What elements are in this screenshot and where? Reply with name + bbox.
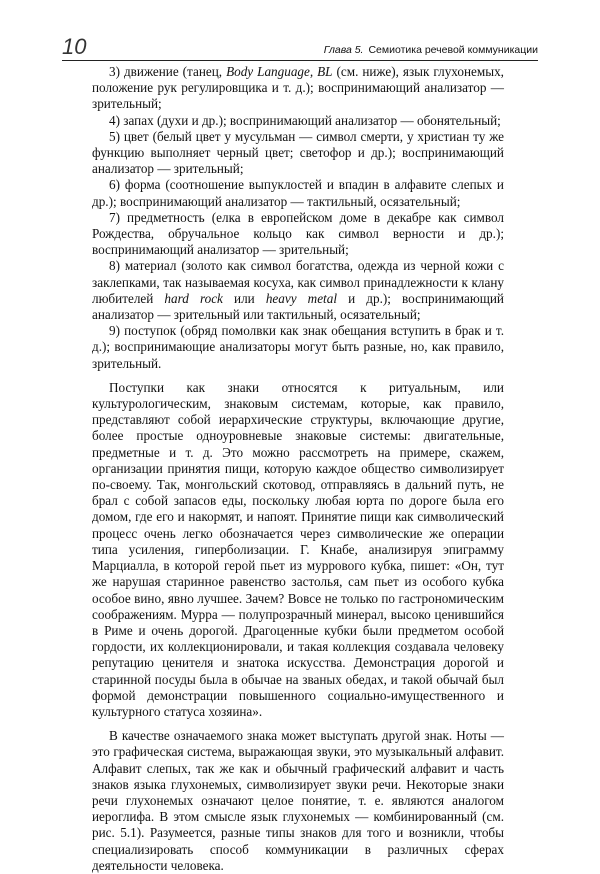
body-text [92, 64, 504, 874]
list-item: 3) движение (танец, Body Language, BL (см. ниже), язык глухонемых, положение рук регулировщика и т. д.); воспринимающий анализатор — зрительный; [92, 64, 504, 112]
paragraph: Поступки как знаки относятся к ритуальным, или культурологическим, знаковым системам, которые, как правило, представляют собой иерархические структуры, включающие другие, более простые одноуровневые знаковые системы: двигательные, предметные и т. д. Это можно рассмотреть на примере, скажем, организации принятия пищи, которую каждое общество символизирует по-своему. Так, монгольский скотовод, отправляясь в дальний путь, не брал с собой запасов еды, поскольку любая юрта по дороге была его домом, где его и накормят, и напоят. Принятие пищи как символический процесс очень легко обозначается через символические же операции типа усиления, гиперболизации. Г. Кнабе, анализируя эпиграмму Марциалла, в которой герой пьет из муррового кубка, пишет: «Он, тут же нарушая старинное равенство застолья, сам пьет из особого кубка особое вино, явно лучшее. Зачем? Вовсе не только по гастрономическим соображениям. Мурра — полупрозрачный минерал, высоко ценившийся в Риме и очень дорогой. Драгоценные кубки были предметом особой гордости, их коллекционировали, и такая коллекция создавала человеку репутацию ценителя и знатока искусства. Демонстрация дорогой и старинной посуды была в обычае на званых обедах, и такой обычай был формой демонстрации повышенного социально-имущественного и культурного статуса хозяина». [92, 379, 504, 719]
paragraph: В качестве означаемого знака может выступать другой знак. Ноты — это графическая система, выражающая звуки, это музыкальный алфавит. Алфавит слепых, так же как и обычный графический алфавит и часть знаков языка глухонемых, символизирует звуки речи. Некоторые знаки речи глухонемых означают целое понятие, т. е. являются аналогом иероглифа. В этом смысле язык глухонемых — комбинированный (см. рис. 5.1). Разумеется, разные типы знаков для того и возникли, чтобы специализировать способ коммуникации в различных сферах деятельности человека. [92, 728, 504, 873]
running-header [62, 32, 538, 61]
list-item: 5) цвет (белый цвет у мусульман — символ смерти, у христиан ту же функцию выполняет черный цвет; светофор и др.); воспринимающий анализатор — зрительный; [92, 128, 504, 177]
running-head [324, 44, 538, 56]
list-item: 6) форма (соотношение выпуклостей и впадин в алфавите слепых и др.); воспринимающий анализатор — тактильный, осязательный; [92, 177, 504, 209]
chapter-title: Семиотика речевой коммуникации [368, 44, 538, 56]
list-item: 9) поступок (обряд помолвки как знак обещания вступить в брак и т. д.); воспринимающие анализаторы могут быть разные, но, как правило, зрительный. [92, 323, 504, 371]
chapter-number: Глава 5. [323, 44, 364, 56]
list-item: 4) запах (духи и др.); воспринимающий анализатор — обонятельный; [109, 112, 501, 128]
page-number: 10 [62, 34, 87, 59]
list-item: 8) материал (золото как символ богатства, одежда из черной кожи с заклепками, так называемая косуха, как символ принадлежности к клану любителей hard rock или heavy metal и др.); воспринимающий анализатор — зрительный или тактильный, осязательный; [92, 258, 504, 323]
list-item: 7) предметность (елка в европейском доме в декабре как символ Рождества, обручальное кольцо как символ верности и др.); воспринимающий анализатор — зрительный; [92, 209, 504, 258]
